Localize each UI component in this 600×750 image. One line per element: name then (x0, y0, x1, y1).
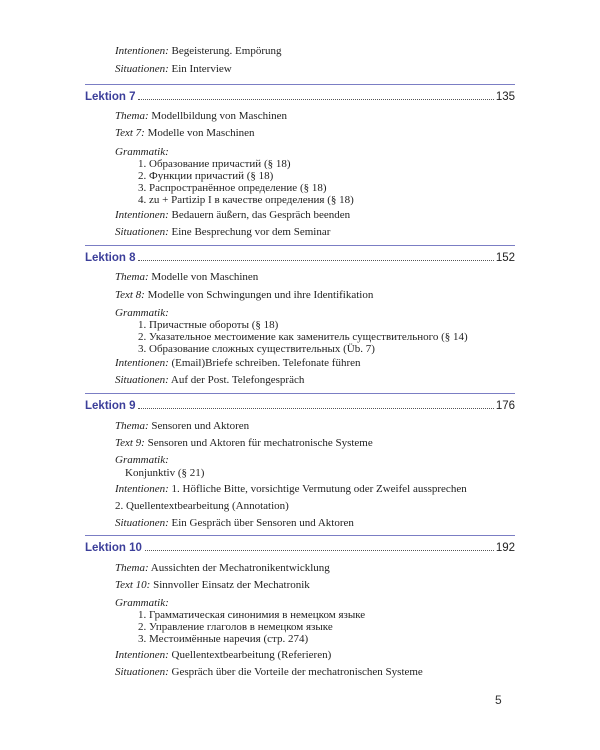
lesson-title: Lektion 10 (85, 542, 142, 554)
top-intentionen (115, 44, 282, 58)
lesson-title: Lektion 8 (85, 252, 136, 264)
toc-entry-lektion-7[interactable] (85, 84, 515, 103)
grammatik-item: 3. Местоимённые наречия (стр. 274) (138, 633, 309, 645)
situationen-line (115, 516, 354, 530)
grammatik-item: 1. Причастные обороты (§ 18) (138, 319, 279, 331)
text-label: Text 9: (115, 437, 145, 449)
grammatik-item: Konjunktiv (§ 21) (125, 467, 205, 479)
thema-line (115, 270, 258, 284)
dot-leader (138, 408, 493, 409)
intentionen-line (115, 482, 467, 496)
text-value: Modelle von Schwingungen und ihre Identifikation (144, 289, 374, 301)
page-ref: 152 (495, 252, 515, 264)
situationen-value: Eine Besprechung vor dem Seminar (168, 226, 331, 238)
grammatik-label: Grammatik: (115, 146, 169, 158)
situationen-label: Situationen: (115, 226, 169, 238)
intentionen-value: Bedauern äußern, das Gespräch beenden (168, 209, 351, 221)
text-line (115, 126, 255, 140)
intentionen-label: Intentionen: (115, 45, 169, 57)
situationen-label: Situationen: (115, 374, 169, 386)
thema-value: Modelle von Maschinen (148, 271, 259, 283)
page-ref: 135 (495, 91, 515, 103)
situationen-line (115, 665, 423, 679)
grammatik-label: Grammatik: (115, 307, 169, 319)
intentionen-label: Intentionen: (115, 209, 169, 221)
grammatik-item: 2. Управление глаголов в немецком языке (138, 621, 333, 633)
intentionen-line (115, 208, 350, 222)
lesson-title: Lektion 7 (85, 91, 136, 103)
intentionen-line (115, 648, 331, 662)
page-ref: 176 (495, 400, 515, 412)
page-ref: 192 (495, 542, 515, 554)
intentionen-line (115, 356, 361, 370)
thema-line (115, 561, 330, 575)
dot-leader (138, 99, 493, 100)
intentionen-label: Intentionen: (115, 357, 169, 369)
dot-leader (145, 550, 494, 551)
grammatik-label: Grammatik: (115, 454, 169, 466)
thema-line (115, 109, 287, 123)
grammatik-item: 2. Указательное местоимение как заменитель существительного (§ 14) (138, 331, 468, 343)
situationen-value: Gespräch über die Vorteile der mechatronischen Systeme (168, 666, 423, 678)
text-value: Sensoren und Aktoren für mechatronische Systeme (144, 437, 373, 449)
thema-label: Thema: (115, 562, 149, 574)
situationen-label: Situationen: (115, 63, 169, 75)
situationen-line (115, 373, 304, 387)
thema-label: Thema: (115, 110, 149, 122)
thema-label: Thema: (115, 271, 149, 283)
grammatik-item: 1. Образование причастий (§ 18) (138, 158, 291, 170)
text-line (115, 288, 373, 302)
intentionen-value: Begeisterung. Empörung (168, 45, 282, 57)
intentionen-extra: 2. Quellentextbearbeitung (Annotation) (115, 500, 289, 512)
grammatik-item: 4. zu + Partizip I в качестве определения (§ 18) (138, 194, 354, 206)
situationen-line (115, 225, 330, 239)
situationen-label: Situationen: (115, 666, 169, 678)
dot-leader (138, 260, 493, 261)
situationen-value: Auf der Post. Telefongespräch (168, 374, 305, 386)
intentionen-value: (Email)Briefe schreiben. Telefonate führen (168, 357, 361, 369)
grammatik-item: 1. Грамматическая синонимия в немецком языке (138, 609, 366, 621)
toc-entry-lektion-10[interactable] (85, 535, 515, 554)
intentionen-label: Intentionen: (115, 483, 169, 495)
text-line (115, 436, 373, 450)
text-line (115, 578, 310, 592)
text-label: Text 10: (115, 579, 151, 591)
thema-value: Sensoren und Aktoren (148, 420, 250, 432)
text-label: Text 7: (115, 127, 145, 139)
toc-entry-lektion-9[interactable] (85, 393, 515, 412)
toc-entry-lektion-8[interactable] (85, 245, 515, 264)
situationen-value: Ein Interview (168, 63, 232, 75)
thema-value: Aussichten der Mechatronikentwicklung (148, 562, 330, 574)
lesson-title: Lektion 9 (85, 400, 136, 412)
grammatik-item: 2. Функции причастий (§ 18) (138, 170, 274, 182)
grammatik-item: 3. Распространённое определение (§ 18) (138, 182, 327, 194)
grammatik-item: 3. Образование сложных существительных (Üb. 7) (138, 343, 375, 355)
intentionen-value: 1. Höfliche Bitte, vorsichtige Vermutung oder Zweifel aussprechen (168, 483, 467, 495)
situationen-label: Situationen: (115, 517, 169, 529)
top-situationen (115, 62, 232, 76)
thema-label: Thema: (115, 420, 149, 432)
situationen-value: Ein Gespräch über Sensoren und Aktoren (168, 517, 354, 529)
thema-value: Modellbildung von Maschinen (148, 110, 288, 122)
intentionen-value: Quellentextbearbeitung (Referieren) (168, 649, 332, 661)
text-value: Modelle von Maschinen (144, 127, 255, 139)
text-value: Sinnvoller Einsatz der Mechatronik (150, 579, 310, 591)
grammatik-label: Grammatik: (115, 597, 169, 609)
page-number: 5 (495, 693, 502, 707)
thema-line (115, 419, 249, 433)
text-label: Text 8: (115, 289, 145, 301)
intentionen-label: Intentionen: (115, 649, 169, 661)
